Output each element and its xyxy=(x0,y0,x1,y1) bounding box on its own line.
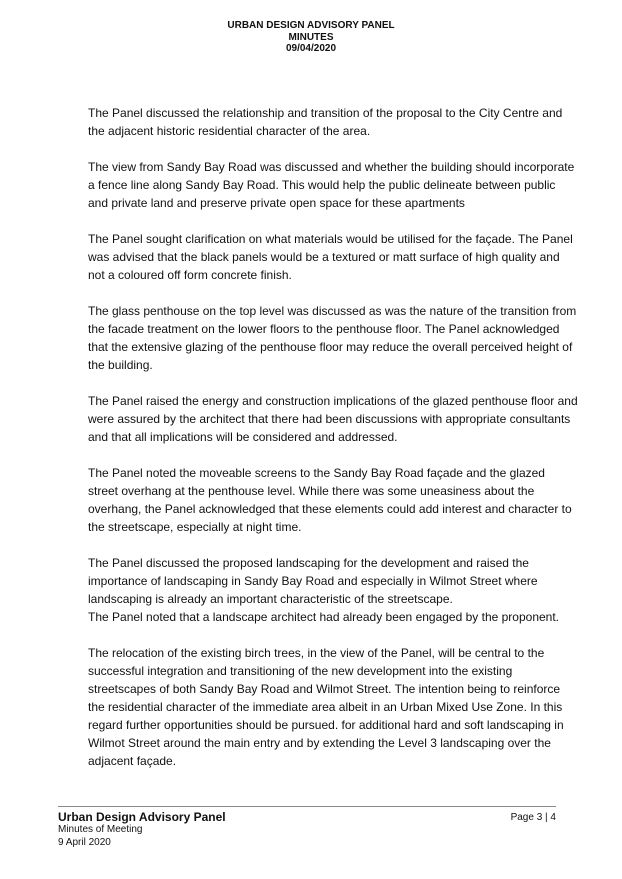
header-date: 09/04/2020 xyxy=(285,43,337,54)
footer-title: Urban Design Advisory Panel xyxy=(58,810,226,824)
document-header xyxy=(0,20,622,55)
paragraph: The Panel discussed the relationship and transition of the proposal to the City Centre and the adjacent historic residential character of the area. xyxy=(88,106,563,138)
page-number: Page 3 | 4 xyxy=(510,812,556,823)
footer-divider xyxy=(58,806,556,807)
header-title: URBAN DESIGN ADVISORY PANEL xyxy=(227,20,395,31)
header-subtitle: MINUTES xyxy=(288,31,334,43)
paragraph: The glass penthouse on the top level was discussed as was the nature of the transition from the facade treatment on the lower floors to the penthouse floor. The Panel acknowledged that the extensive glazing of the penthouse floor may reduce the overall perceived height of the building. xyxy=(88,304,577,372)
document-body xyxy=(88,104,578,788)
paragraph: The Panel noted that a landscape architect had already been engaged by the proponent. xyxy=(88,610,560,624)
paragraph: The Panel discussed the proposed landscaping for the development and raised the importance of landscaping in Sandy Bay Road and especially in Wilmot Street where landscaping is already an important characteristic of the streetscape. xyxy=(88,556,538,606)
paragraph: The Panel sought clarification on what materials would be utilised for the façade. The Panel was advised that the black panels would be a textured or matt surface of high quality and not a coloured off form concrete finish. xyxy=(88,232,573,282)
paragraph: The relocation of the existing birch trees, in the view of the Panel, will be central to the successful integration and transitioning of the new development into the existing streetscapes of both Sandy Bay Road and Wilmot Street. The intention being to reinforce the residential character of the immediate area albeit in an Urban Mixed Use Zone. In this regard further opportunities should be pursued. for additional hard and soft landscaping in Wilmot Street around the main entry and by extending the Level 3 landscaping over the adjacent façade. xyxy=(88,646,564,768)
footer-date: 9 April 2020 xyxy=(58,836,111,848)
paragraph: The view from Sandy Bay Road was discussed and whether the building should incorporate a fence line along Sandy Bay Road. This would help the public delineate between public and private land and preserve private open space for these apartments xyxy=(88,160,575,210)
paragraph: The Panel raised the energy and construction implications of the glazed penthouse floor and were assured by the architect that there had been discussions with appropriate consultants and that all implications will be considered and addressed. xyxy=(88,394,578,444)
footer-subtitle: Minutes of Meeting xyxy=(58,824,143,835)
paragraph: The Panel noted the moveable screens to the Sandy Bay Road façade and the glazed street overhang at the penthouse level. While there was some uneasiness about the overhang, the Panel acknowledged that these elements could add interest and character to the streetscape, especially at night time. xyxy=(88,466,572,534)
footer-info xyxy=(58,810,358,849)
